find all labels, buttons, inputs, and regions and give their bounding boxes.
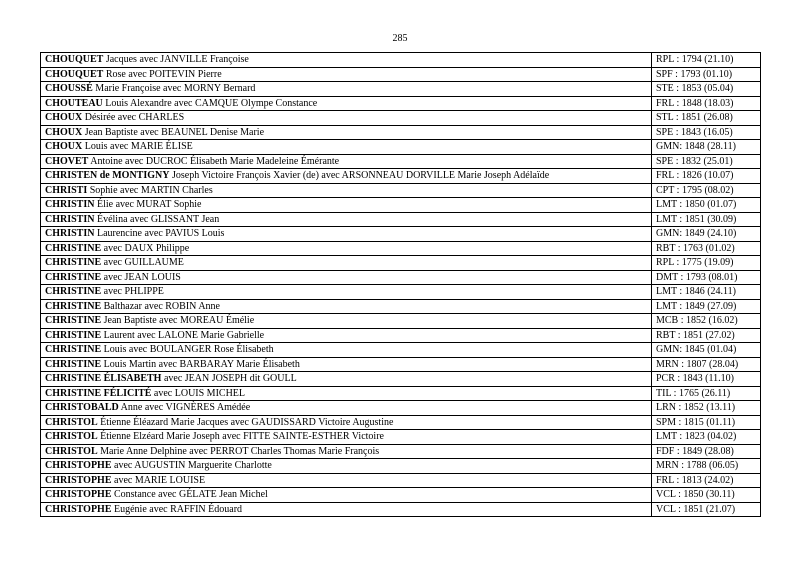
given-names-and-spouse: Rose avec POITEVIN Pierre — [103, 68, 222, 80]
given-names-and-spouse: avec JEAN LOUIS — [101, 271, 181, 283]
marriage-entry-cell — [41, 299, 652, 314]
surname: CHRISTOL — [45, 431, 98, 442]
given-names-and-spouse: avec MARIE LOUISE — [111, 474, 206, 486]
parish-date-cell: FRL : 1848 (18.03) — [652, 96, 761, 111]
marriage-entry-cell — [41, 314, 652, 329]
parish-date-cell: CPT : 1795 (08.02) — [652, 183, 761, 198]
marriage-entry-cell — [41, 459, 652, 474]
given-names-and-spouse: Laurencine avec PAVIUS Louis — [94, 228, 225, 239]
table-row — [41, 111, 761, 126]
parish-date-cell: GMN: 1845 (01.04) — [652, 343, 761, 358]
surname: CHOUQUET — [45, 54, 104, 65]
given-names-and-spouse: Louis Alexandre avec CAMQUE Olympe Constance — [102, 97, 318, 109]
marriage-entry-cell — [41, 140, 652, 155]
register-rows — [41, 53, 761, 517]
surname: CHRISTOPHE — [45, 503, 112, 515]
page-number: 285 — [392, 33, 408, 44]
parish-date-cell: FDF : 1849 (28.08) — [652, 444, 761, 459]
surname: CHRISTINE — [45, 286, 102, 297]
marriage-entry-cell — [41, 357, 652, 372]
table-row — [41, 488, 761, 503]
given-names-and-spouse: Jean Baptiste avec BEAUNEL Denise Marie — [82, 126, 265, 138]
surname: CHOUX — [45, 141, 83, 152]
parish-date-cell: RPL : 1794 (21.10) — [652, 53, 761, 68]
surname: CHRISTINE ÉLISABETH — [45, 373, 162, 384]
marriage-entry-cell — [41, 488, 652, 503]
table-row — [41, 140, 761, 155]
surname: CHRISTIN — [45, 199, 95, 210]
surname: CHRISTINE — [45, 358, 102, 370]
surname: CHOUX — [45, 126, 83, 138]
marriage-entry-cell — [41, 67, 652, 82]
table-row — [41, 502, 761, 517]
parish-date-cell: VCL : 1851 (21.07) — [652, 502, 761, 517]
given-names-and-spouse: Louis Martin avec BARBARAY Marie Élisabeth — [101, 358, 300, 370]
parish-date-cell: TIL : 1765 (26.11) — [652, 386, 761, 401]
given-names-and-spouse: Jacques avec JANVILLE Françoise — [103, 54, 249, 65]
given-names-and-spouse: Joseph Victoire François Xavier (de) avec ARSONNEAU DORVILLE Marie Joseph Adélaïde — [169, 170, 550, 181]
table-row — [41, 459, 761, 474]
given-names-and-spouse: avec JEAN JOSEPH dit GOULL — [161, 373, 297, 384]
marriage-entry-cell — [41, 401, 652, 416]
table-row — [41, 415, 761, 430]
marriage-entry-cell — [41, 502, 652, 517]
given-names-and-spouse: Jean Baptiste avec MOREAU Émélie — [101, 315, 255, 326]
given-names-and-spouse: Anne avec VIGNÈRES Amédée — [118, 402, 251, 413]
surname: CHRISTIN — [45, 213, 95, 225]
parish-date-cell: SPE : 1843 (16.05) — [652, 125, 761, 140]
marriage-entry-cell — [41, 183, 652, 198]
table-row — [41, 154, 761, 169]
given-names-and-spouse: avec PHLIPPE — [101, 286, 164, 297]
marriage-entry-cell — [41, 111, 652, 126]
surname: CHRISTEN de MONTIGNY — [45, 170, 170, 181]
given-names-and-spouse: Élie avec MURAT Sophie — [94, 199, 202, 210]
parish-date-cell: SPM : 1815 (01.11) — [652, 415, 761, 430]
parish-date-cell: DMT : 1793 (08.01) — [652, 270, 761, 285]
parish-date-cell: RBT : 1851 (27.02) — [652, 328, 761, 343]
given-names-and-spouse: Étienne Éléazard Marie Jacques avec GAUDISSARD Victoire Augustine — [97, 416, 394, 428]
given-names-and-spouse: Évélina avec GLISSANT Jean — [94, 213, 220, 225]
table-row — [41, 372, 761, 387]
given-names-and-spouse: Laurent avec LALONE Marie Gabrielle — [101, 329, 265, 341]
given-names-and-spouse: Louis avec BOULANGER Rose Élisabeth — [101, 344, 274, 355]
marriage-entry-cell — [41, 169, 652, 184]
table-row — [41, 299, 761, 314]
surname: CHRISTINE — [45, 300, 102, 312]
surname: CHOVET — [45, 155, 89, 167]
table-row — [41, 96, 761, 111]
table-row — [41, 444, 761, 459]
marriage-entry-cell — [41, 343, 652, 358]
given-names-and-spouse: avec AUGUSTIN Marguerite Charlotte — [111, 460, 272, 471]
table-row — [41, 357, 761, 372]
parish-date-cell: FRL : 1826 (10.07) — [652, 169, 761, 184]
parish-date-cell: MRN : 1788 (06.05) — [652, 459, 761, 474]
table-row — [41, 67, 761, 82]
marriage-entry-cell — [41, 270, 652, 285]
table-row — [41, 169, 761, 184]
given-names-and-spouse: Antoine avec DUCROC Élisabeth Marie Madeleine Émérante — [88, 155, 340, 167]
given-names-and-spouse: Marie Françoise avec MORNY Bernard — [92, 83, 256, 94]
table-row — [41, 343, 761, 358]
parish-date-cell: LRN : 1852 (13.11) — [652, 401, 761, 416]
given-names-and-spouse: Eugénie avec RAFFIN Édouard — [111, 503, 243, 515]
parish-date-cell: VCL : 1850 (30.11) — [652, 488, 761, 503]
marriage-entry-cell — [41, 473, 652, 488]
surname: CHRISTOPHE — [45, 474, 112, 486]
surname: CHRISTOBALD — [45, 402, 119, 413]
table-row — [41, 328, 761, 343]
surname: CHRISTOL — [45, 445, 98, 457]
table-row — [41, 430, 761, 445]
marriage-entry-cell — [41, 227, 652, 242]
given-names-and-spouse: avec DAUX Philippe — [101, 242, 190, 254]
parish-date-cell: GMN: 1849 (24.10) — [652, 227, 761, 242]
given-names-and-spouse: Étienne Elzéard Marie Joseph avec FITTE SAINTE-ESTHER Victoire — [97, 431, 384, 442]
marriage-entry-cell — [41, 82, 652, 97]
surname: CHOUX — [45, 112, 83, 123]
surname: CHOUTEAU — [45, 97, 103, 109]
table-row — [41, 82, 761, 97]
given-names-and-spouse: Constance avec GÉLATE Jean Michel — [111, 489, 268, 500]
surname: CHOUSSÉ — [45, 83, 93, 94]
parish-date-cell: LMT : 1850 (01.07) — [652, 198, 761, 213]
marriage-entry-cell — [41, 154, 652, 169]
given-names-and-spouse: Balthazar avec ROBIN Anne — [101, 300, 220, 312]
surname: CHRISTINE FÉLICITÉ — [45, 387, 152, 399]
marriage-entry-cell — [41, 125, 652, 140]
parish-date-cell: MCB : 1852 (16.02) — [652, 314, 761, 329]
surname: CHRISTINE — [45, 315, 102, 326]
given-names-and-spouse: Louis avec MARIE ÉLISE — [82, 141, 193, 152]
parish-date-cell: FRL : 1813 (24.02) — [652, 473, 761, 488]
marriage-entry-cell — [41, 444, 652, 459]
surname: CHRISTINE — [45, 271, 102, 283]
marriage-entry-cell — [41, 212, 652, 227]
parish-date-cell: RBT : 1763 (01.02) — [652, 241, 761, 256]
parish-date-cell: STL : 1851 (26.08) — [652, 111, 761, 126]
marriage-entry-cell — [41, 53, 652, 68]
surname: CHRISTOPHE — [45, 489, 112, 500]
marriage-entry-cell — [41, 386, 652, 401]
parish-date-cell: SPE : 1832 (25.01) — [652, 154, 761, 169]
surname: CHRISTINE — [45, 257, 102, 268]
parish-date-cell: GMN: 1848 (28.11) — [652, 140, 761, 155]
marriage-entry-cell — [41, 430, 652, 445]
table-row — [41, 314, 761, 329]
parish-date-cell: MRN : 1807 (28.04) — [652, 357, 761, 372]
parish-date-cell: LMT : 1851 (30.09) — [652, 212, 761, 227]
parish-date-cell: LMT : 1846 (24.11) — [652, 285, 761, 300]
table-row — [41, 256, 761, 271]
table-row — [41, 241, 761, 256]
given-names-and-spouse: Marie Anne Delphine avec PERROT Charles Thomas Marie François — [97, 445, 380, 457]
surname: CHRISTOPHE — [45, 460, 112, 471]
table-row — [41, 53, 761, 68]
marriage-entry-cell — [41, 256, 652, 271]
marriage-entry-cell — [41, 372, 652, 387]
parish-date-cell: STE : 1853 (05.04) — [652, 82, 761, 97]
parish-date-cell: PCR : 1843 (11.10) — [652, 372, 761, 387]
surname: CHRISTI — [45, 184, 88, 196]
given-names-and-spouse: Désirée avec CHARLES — [82, 112, 185, 123]
table-row — [41, 125, 761, 140]
marriage-entry-cell — [41, 241, 652, 256]
marriage-entry-cell — [41, 415, 652, 430]
given-names-and-spouse: avec LOUIS MICHEL — [151, 387, 246, 399]
table-row — [41, 386, 761, 401]
table-row — [41, 285, 761, 300]
surname: CHOUQUET — [45, 68, 104, 80]
parish-date-cell: RPL : 1775 (19.09) — [652, 256, 761, 271]
table-row — [41, 198, 761, 213]
marriage-entry-cell — [41, 328, 652, 343]
table-row — [41, 401, 761, 416]
table-row — [41, 212, 761, 227]
surname: CHRISTINE — [45, 344, 102, 355]
parish-date-cell: LMT : 1849 (27.09) — [652, 299, 761, 314]
surname: CHRISTINE — [45, 242, 102, 254]
given-names-and-spouse: avec GUILLAUME — [101, 257, 184, 268]
parish-date-cell: LMT : 1823 (04.02) — [652, 430, 761, 445]
table-row — [41, 183, 761, 198]
surname: CHRISTIN — [45, 228, 95, 239]
surname: CHRISTOL — [45, 416, 98, 428]
marriage-entry-cell — [41, 285, 652, 300]
marriage-entry-cell — [41, 96, 652, 111]
parish-date-cell: SPF : 1793 (01.10) — [652, 67, 761, 82]
marriage-register-table — [40, 52, 761, 517]
surname: CHRISTINE — [45, 329, 102, 341]
table-row — [41, 270, 761, 285]
table-row — [41, 473, 761, 488]
marriage-entry-cell — [41, 198, 652, 213]
table-row — [41, 227, 761, 242]
given-names-and-spouse: Sophie avec MARTIN Charles — [87, 184, 213, 196]
